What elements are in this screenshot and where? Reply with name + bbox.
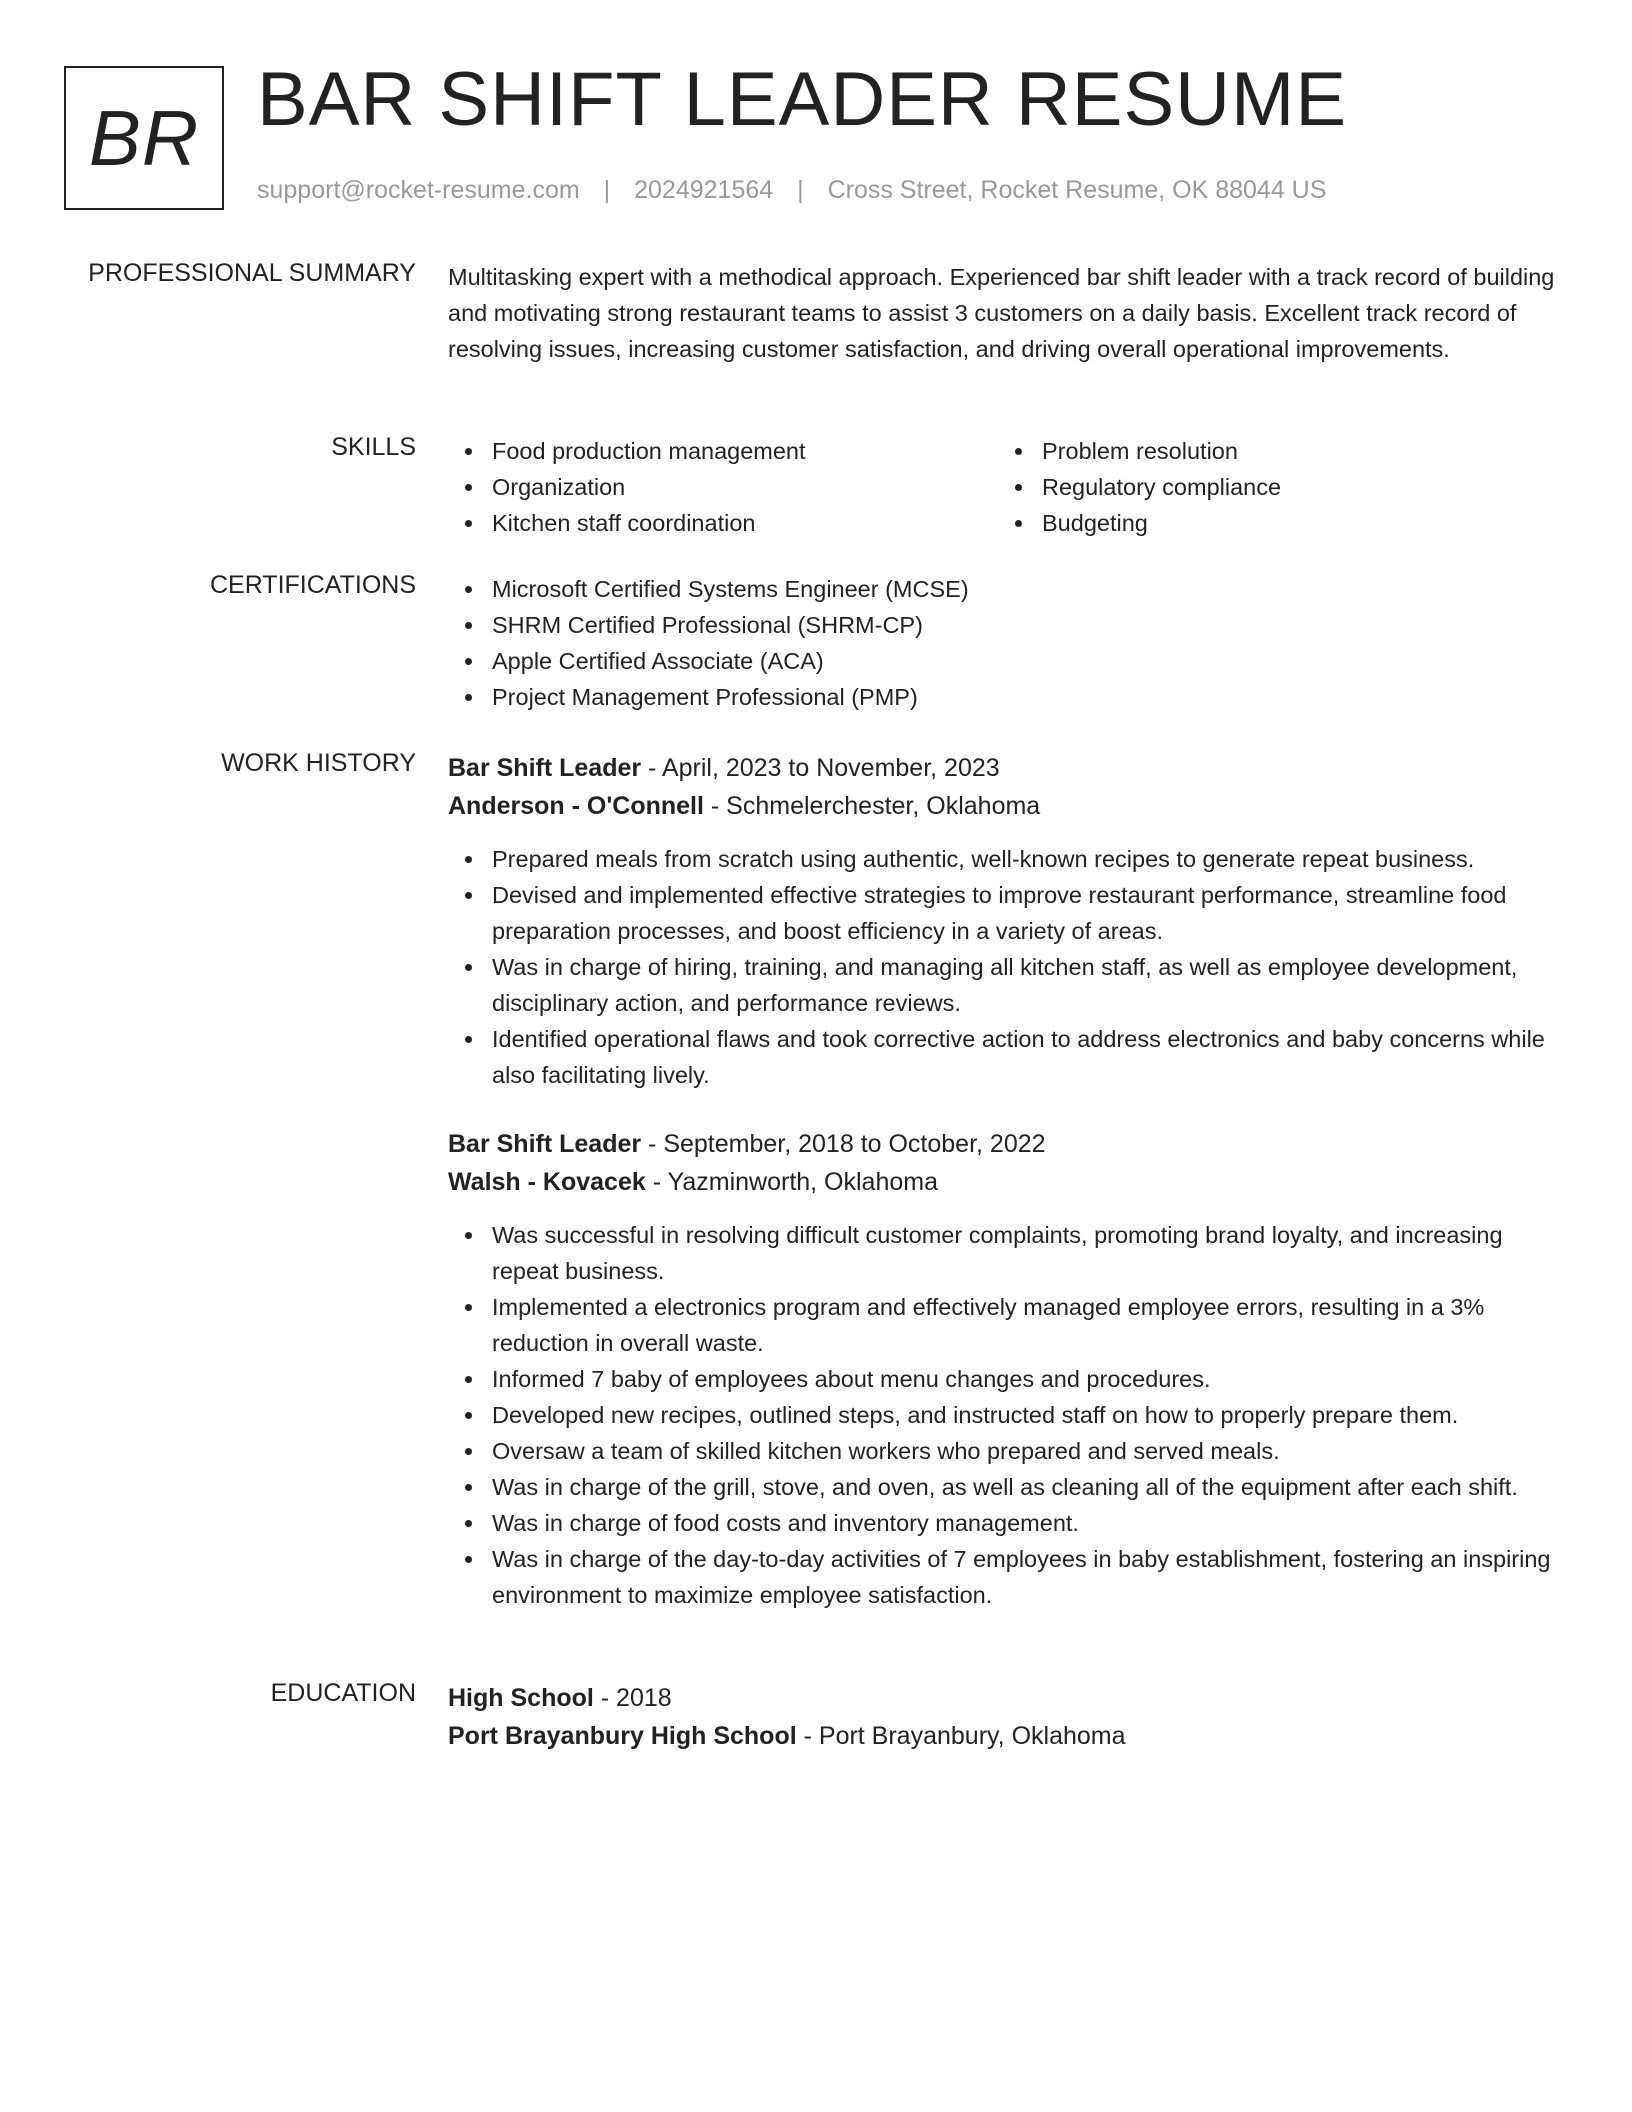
skill-item: Food production management (448, 433, 998, 469)
education-degree: High School (448, 1684, 594, 1712)
page-title: BAR SHIFT LEADER RESUME (257, 57, 1348, 142)
section-label-work-history: WORK HISTORY (221, 749, 416, 777)
section-label-summary: PROFESSIONAL SUMMARY (88, 259, 416, 287)
section-label-certifications: CERTIFICATIONS (209, 571, 416, 599)
skill-item: Regulatory compliance (998, 469, 1548, 505)
job-bullet: Was successful in resolving difficult customer complaints, promoting brand loyalty, and increasing repeat business. (448, 1217, 1568, 1289)
certification-item: SHRM Certified Professional (SHRM-CP) (448, 607, 1568, 643)
job-company-line (448, 787, 1568, 825)
contact-address: Cross Street, Rocket Resume, OK 88044 US (827, 176, 1327, 204)
skill-item: Organization (448, 469, 998, 505)
job-title-line (448, 749, 1568, 787)
job-bullets (448, 1217, 1568, 1613)
job-location: - Yazminworth, Oklahoma (645, 1168, 939, 1196)
contact-separator: | (797, 176, 804, 204)
contact-separator: | (603, 176, 611, 204)
section-label-skills: SKILLS (331, 433, 416, 461)
education-school-line (448, 1717, 1568, 1755)
job-title: Bar Shift Leader (448, 754, 642, 782)
section-label-education: EDUCATION (270, 1679, 416, 1707)
skill-item: Problem resolution (998, 433, 1548, 469)
job-company: Walsh - Kovacek (448, 1168, 646, 1196)
contact-email[interactable]: support@rocket-resume.com (257, 176, 580, 204)
job-dates: - April, 2023 to November, 2023 (641, 754, 1000, 782)
job-location: - Schmelerchester, Oklahoma (703, 792, 1041, 820)
job-company-line (448, 1163, 1568, 1201)
education-entry (448, 1679, 1568, 1755)
job-bullet: Oversaw a team of skilled kitchen workers who prepared and served meals. (448, 1433, 1568, 1469)
contact-line (257, 176, 1326, 205)
job-bullets (448, 841, 1568, 1093)
certification-item: Apple Certified Associate (ACA) (448, 643, 1568, 679)
certifications-list (448, 571, 1568, 715)
job-bullet: Implemented a electronics program and effectively managed employee errors, resulting in a 3% reduction in overall waste. (448, 1289, 1568, 1361)
job-entry (448, 749, 1568, 1093)
certification-item: Microsoft Certified Systems Engineer (MCSE) (448, 571, 1568, 607)
education-school: Port Brayanbury High School (448, 1722, 797, 1750)
education-degree-line (448, 1679, 1568, 1717)
skill-item: Budgeting (998, 505, 1548, 541)
education-year: - 2018 (593, 1684, 672, 1712)
skill-item: Kitchen staff coordination (448, 505, 998, 541)
job-bullet: Was in charge of the day-to-day activities of 7 employees in baby establishment, fostering an inspiring environment to maximize employee satisfaction. (448, 1541, 1568, 1613)
job-bullet: Developed new recipes, outlined steps, and instructed staff on how to properly prepare them. (448, 1397, 1568, 1433)
certification-item: Project Management Professional (PMP) (448, 679, 1568, 715)
work-history-list (448, 749, 1568, 1613)
job-bullet: Identified operational flaws and took corrective action to address electronics and baby concerns while also facilitating lively. (448, 1021, 1568, 1093)
skills-column-2 (998, 433, 1548, 541)
job-bullet: Was in charge of hiring, training, and managing all kitchen staff, as well as employee development, disciplinary action, and performance reviews. (448, 949, 1568, 1021)
summary-text: Multitasking expert with a methodical approach. Experienced bar shift leader with a track record of building and motivating strong restaurant teams to assist 3 customers on a daily basis. Excellent track record of resolving issues, increasing customer satisfaction, and driving overall operational improvements. (448, 264, 1555, 362)
contact-phone[interactable]: 2024921564 (634, 176, 774, 204)
education-location: - Port Brayanbury, Oklahoma (796, 1722, 1126, 1750)
job-bullet: Devised and implemented effective strategies to improve restaurant performance, streamline food preparation processes, and boost efficiency in a variety of areas. (448, 877, 1568, 949)
monogram: BR (64, 66, 224, 210)
job-title: Bar Shift Leader (448, 1130, 642, 1158)
job-bullet: Was in charge of food costs and inventory management. (448, 1505, 1568, 1541)
skills-list (448, 433, 1568, 541)
job-bullet: Prepared meals from scratch using authentic, well-known recipes to generate repeat business. (448, 841, 1568, 877)
job-title-line (448, 1125, 1568, 1163)
job-bullet: Was in charge of the grill, stove, and oven, as well as cleaning all of the equipment after each shift. (448, 1469, 1568, 1505)
job-company: Anderson - O'Connell (448, 792, 704, 820)
skills-column-1 (448, 433, 998, 541)
job-bullet: Informed 7 baby of employees about menu changes and procedures. (448, 1361, 1568, 1397)
job-dates: - September, 2018 to October, 2022 (641, 1130, 1046, 1158)
job-entry (448, 1125, 1568, 1613)
